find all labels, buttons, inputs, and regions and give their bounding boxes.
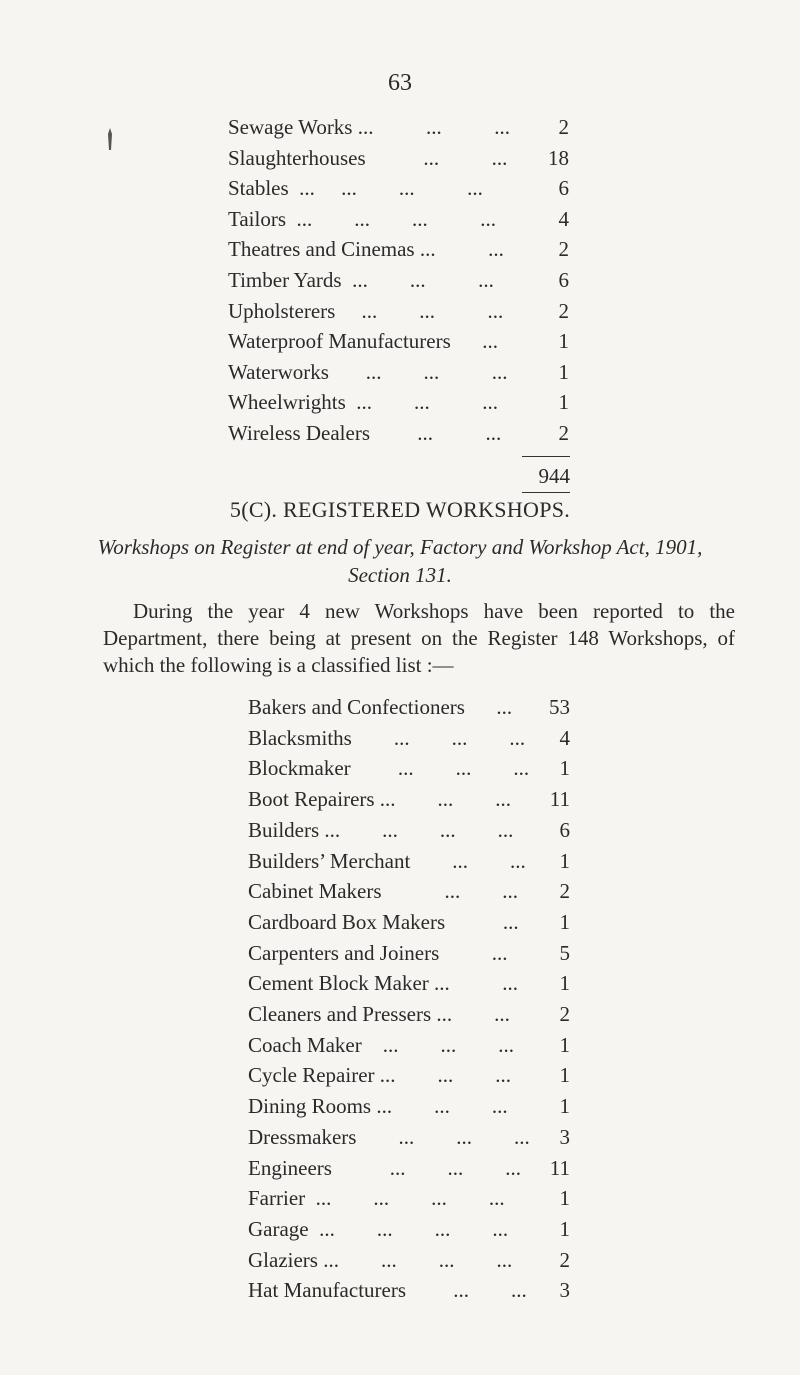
list-item-count: 1 <box>559 1094 570 1119</box>
list-item <box>0 787 800 817</box>
list-item <box>0 390 800 420</box>
list-item-label: Wireless Dealers ... ... <box>228 421 502 445</box>
list-item-count: 2 <box>558 298 569 323</box>
list-item-count: 1 <box>559 909 570 934</box>
list-item-label: Wheelwrights ... ... ... <box>228 390 499 415</box>
list-item-count: 11 <box>549 1155 570 1180</box>
list-item <box>0 971 800 1001</box>
list-item-count: 1 <box>559 971 570 996</box>
list-item-label: Glaziers ... ... ... ... <box>248 1247 513 1272</box>
total-rule-top <box>522 456 570 457</box>
list-item <box>0 329 800 359</box>
list-item-label: Blacksmiths ... ... ... <box>248 725 526 750</box>
list-item-label: Garage ... ... ... ... <box>248 1216 509 1241</box>
list-item-count: 1 <box>558 359 569 384</box>
list-item <box>0 941 800 971</box>
list-item <box>0 849 800 879</box>
top-total: 944 <box>538 464 570 488</box>
list-item-count: 1 <box>559 848 570 873</box>
list-item <box>0 207 800 237</box>
list-item <box>0 268 800 298</box>
list-item <box>0 176 800 206</box>
list-item <box>0 237 800 267</box>
list-item-count: 5 <box>559 940 570 965</box>
list-item <box>0 1125 800 1155</box>
list-item <box>0 910 800 940</box>
list-item-label: Bakers and Confectioners ... <box>248 695 513 719</box>
list-item-count: 18 <box>548 145 569 170</box>
list-item-label: Boot Repairers ... ... ... <box>248 787 512 812</box>
page-number: 63 <box>388 70 412 96</box>
list-item-label: Cleaners and Pressers ... ... <box>248 1002 510 1026</box>
list-item <box>0 299 800 329</box>
list-item <box>0 1094 800 1124</box>
list-item-label: Cardboard Box Makers ... <box>248 909 519 934</box>
list-item-count: 1 <box>559 756 570 781</box>
list-item <box>0 1002 800 1032</box>
list-item-label: Slaughterhouses ... ... <box>228 145 508 170</box>
list-item-count: 1 <box>559 1186 570 1211</box>
list-item <box>0 1063 800 1093</box>
section-title: 5(C). REGISTERED WORKSHOPS. <box>229 497 571 522</box>
list-item <box>0 1278 800 1308</box>
list-item-count: 2 <box>558 237 569 262</box>
list-item-count: 53 <box>549 695 570 719</box>
list-item-label: Hat Manufacturers ... ... <box>248 1278 527 1303</box>
list-item-label: Coach Maker ... ... ... <box>248 1032 514 1057</box>
list-item-count: 1 <box>558 390 569 415</box>
list-item-label: Theatres and Cinemas ... ... <box>228 237 504 262</box>
list-item-label: Blockmaker ... ... ... <box>248 756 530 781</box>
list-item-label: Farrier ... ... ... ... <box>248 1186 505 1211</box>
list-item-label: Carpenters and Joiners ... <box>248 940 508 965</box>
section-subtitle <box>0 533 800 589</box>
list-item <box>0 115 800 145</box>
list-item-count: 3 <box>559 1124 570 1149</box>
list-item-count: 2 <box>558 421 569 445</box>
list-item <box>0 1156 800 1186</box>
total-rule-bottom <box>522 492 570 493</box>
list-item-label: Stables ... ... ... ... <box>228 176 483 201</box>
list-item-label: Tailors ... ... ... ... <box>228 206 497 231</box>
intro-paragraph: During the year 4 new Workshops have been reported to the Department, there being at present on the Register 148 Workshops, of which the following is a classified list :— <box>103 599 735 677</box>
list-item-count: 2 <box>559 1002 570 1026</box>
list-item-count: 6 <box>559 817 570 842</box>
list-item <box>0 726 800 756</box>
list-item-count: 1 <box>559 1063 570 1088</box>
list-item-count: 1 <box>559 1032 570 1057</box>
list-item-label: Dining Rooms ... ... ... <box>248 1094 508 1119</box>
list-item <box>0 360 800 390</box>
list-item <box>0 421 800 451</box>
list-item <box>0 695 800 725</box>
list-item-count: 1 <box>559 1216 570 1241</box>
list-item-count: 11 <box>549 787 570 812</box>
list-item-label: Builders ... ... ... ... <box>248 817 514 842</box>
list-item <box>0 756 800 786</box>
list-item-label: Upholsterers ... ... ... <box>228 298 504 323</box>
list-item-label: Waterworks ... ... ... <box>228 359 508 384</box>
list-item-count: 2 <box>558 115 569 139</box>
list-item-label: Waterproof Manufacturers ... <box>228 329 499 354</box>
list-item-label: Cement Block Maker ... ... <box>248 971 519 996</box>
list-item-count: 6 <box>558 268 569 292</box>
list-item-label: Dressmakers ... ... ... <box>248 1124 530 1149</box>
list-item <box>0 1217 800 1247</box>
subtitle-line-2: Section 131. <box>348 563 452 587</box>
list-item <box>0 1033 800 1063</box>
list-item-label: Builders’ Merchant ... ... <box>248 848 526 873</box>
list-item <box>0 146 800 176</box>
list-item-count: 1 <box>558 329 569 354</box>
list-item-count: 2 <box>559 879 570 904</box>
list-item-count: 4 <box>558 206 569 231</box>
list-item-label: Engineers ... ... ... <box>248 1155 521 1180</box>
list-item-label: Cabinet Makers ... ... <box>248 879 519 904</box>
list-item <box>0 1248 800 1278</box>
subtitle-line-1: Workshops on Register at end of year, Factory and Workshop Act, 1901, <box>97 535 703 559</box>
list-item-count: 2 <box>559 1247 570 1272</box>
list-item-label: Timber Yards ... ... ... <box>228 268 494 292</box>
list-item-label: Sewage Works ... ... ... <box>228 115 510 139</box>
list-item-count: 3 <box>559 1278 570 1303</box>
list-item <box>0 1186 800 1216</box>
list-item-count: 6 <box>558 176 569 201</box>
list-item-label: Cycle Repairer ... ... ... <box>248 1063 512 1088</box>
list-item <box>0 818 800 848</box>
list-item-count: 4 <box>559 725 570 750</box>
list-item <box>0 879 800 909</box>
